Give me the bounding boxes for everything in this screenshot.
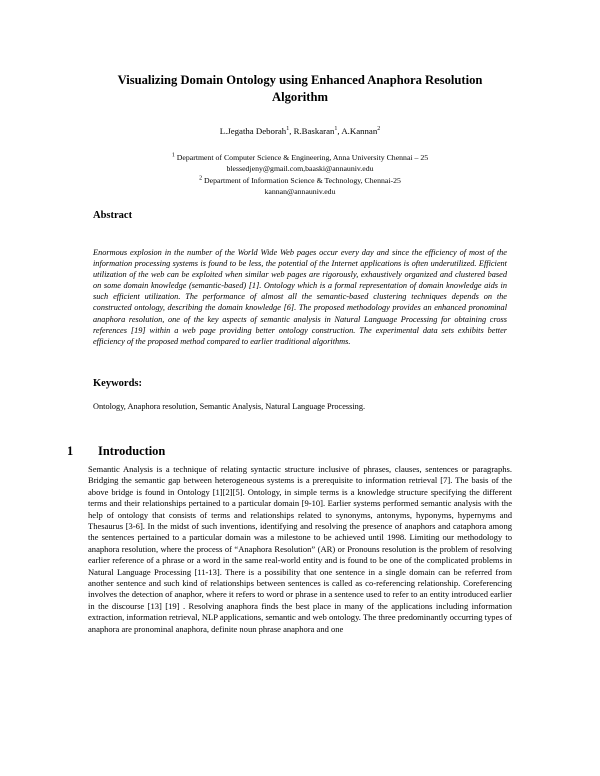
section-heading [67, 444, 165, 459]
author-affiliation-mark: 1 [334, 126, 338, 133]
author-affiliation-mark: 1 [286, 126, 290, 133]
section-number: 1 [67, 444, 74, 458]
affiliation-email: blessedjeny@gmail.com,baaski@annauniv.edu [226, 164, 374, 173]
author-line [90, 125, 510, 137]
keywords-text: Ontology, Anaphora resolution, Semantic Analysis, Natural Language Processing. [93, 402, 366, 411]
abstract-text: Enormous explosion in the number of the World Wide Web pages occur every day and since the efficiency of most of the information processing systems is found to be less, the potential of the Internet applications is often underutilized. Efficient utilization of the web can be exploited when similar web pages are rigorously, exhaustively organized and clustered based on some domain knowledge (semantic-based) [1]. Ontology which is a formal representation of domain knowledge aids in such efficient utilization. The performance of almost all the semantic-based clustering techniques depends on the constructed ontology, describing the domain knowledge [6]. The proposed methodology provides an enhanced pronominal anaphora resolution, one of the key aspects of semantic analysis in Natural Language Processing for obtaining cross references [19] within a web page providing better ontology construction. The experimental data sets exhibits better efficiency of the proposed method compared to earlier traditional algorithms. [93, 248, 507, 346]
affiliation-department [90, 175, 510, 186]
affiliation-department [90, 152, 510, 163]
author-separator: , [289, 126, 294, 136]
section-title: Introduction [98, 444, 166, 458]
affiliation-mark: 2 [199, 175, 203, 182]
affiliation-dept-text: Department of Information Science & Technology, Chennai-25 [202, 176, 401, 185]
affiliation-email: kannan@annauniv.edu [264, 187, 336, 196]
author-name: L.Jegatha Deborah [219, 126, 287, 136]
introduction-text: Semantic Analysis is a technique of relating syntactic structure inclusive of phrases, clauses, sentences or paragraphs. Bridging the semantic gap between heterogeneous systems is a prerequisite to information retrieval [7]. The basis of the above bridge is found in Ontology [1][2][5]. Ontology, in simple terms is a knowledge structure specifying the different terms and their relationships pertained to a particular domain [9-10]. Earlier systems performed semantic analysis with the help of ontology that consists of terms and relationships related to synonyms, antonyms, hyponyms, hypernyms and Thesaurus [3-6]. In the midst of such inventions, identifying and resolving the presence of anaphors and cataphora among the sentences pertained to a particular domain was a milestone to be achieved until 1998. Limiting our methodology to anaphora resolution, where the process of “Anaphora Resolution” (AR) or Pronouns resolution is the problem of resolving earlier reference of a phrase or a word in the same real-world entity and is found to be one of the complicated problems in Natural Language Processing [11-13]. There is a possibility that one sentence in a single domain can be referred from another sentence and such kind of relationships between sentences is called as co-referencing relationship. Coreferencing involves the detection of anaphor, where it refers to word or phrase in a sentence used to refer to an entity introduced earlier in the discourse [13] [19] . Resolving anaphora finds the best place in many of the applications including information extraction, information retrieval, NLP applications, semantic and web ontology. The three predominantly occurring types of anaphora are pronominal anaphora, definite noun phrase anaphora and one [88, 464, 512, 634]
author-separator: , [337, 126, 342, 136]
abstract-heading: Abstract [93, 210, 133, 221]
affiliation [90, 175, 510, 197]
keywords-heading: Keywords: [93, 378, 142, 389]
author-name: A.Kannan [341, 126, 378, 136]
author-name: R.Baskaran [293, 126, 335, 136]
affiliation-dept-text: Department of Computer Science & Engineering, Anna University Chennai – 25 [174, 153, 429, 162]
author-affiliation-mark: 2 [377, 126, 381, 133]
affiliation [90, 152, 510, 174]
affiliation-mark: 1 [171, 152, 175, 159]
paper-title: Visualizing Domain Ontology using Enhanced Anaphora Resolution Algorithm [117, 73, 483, 104]
